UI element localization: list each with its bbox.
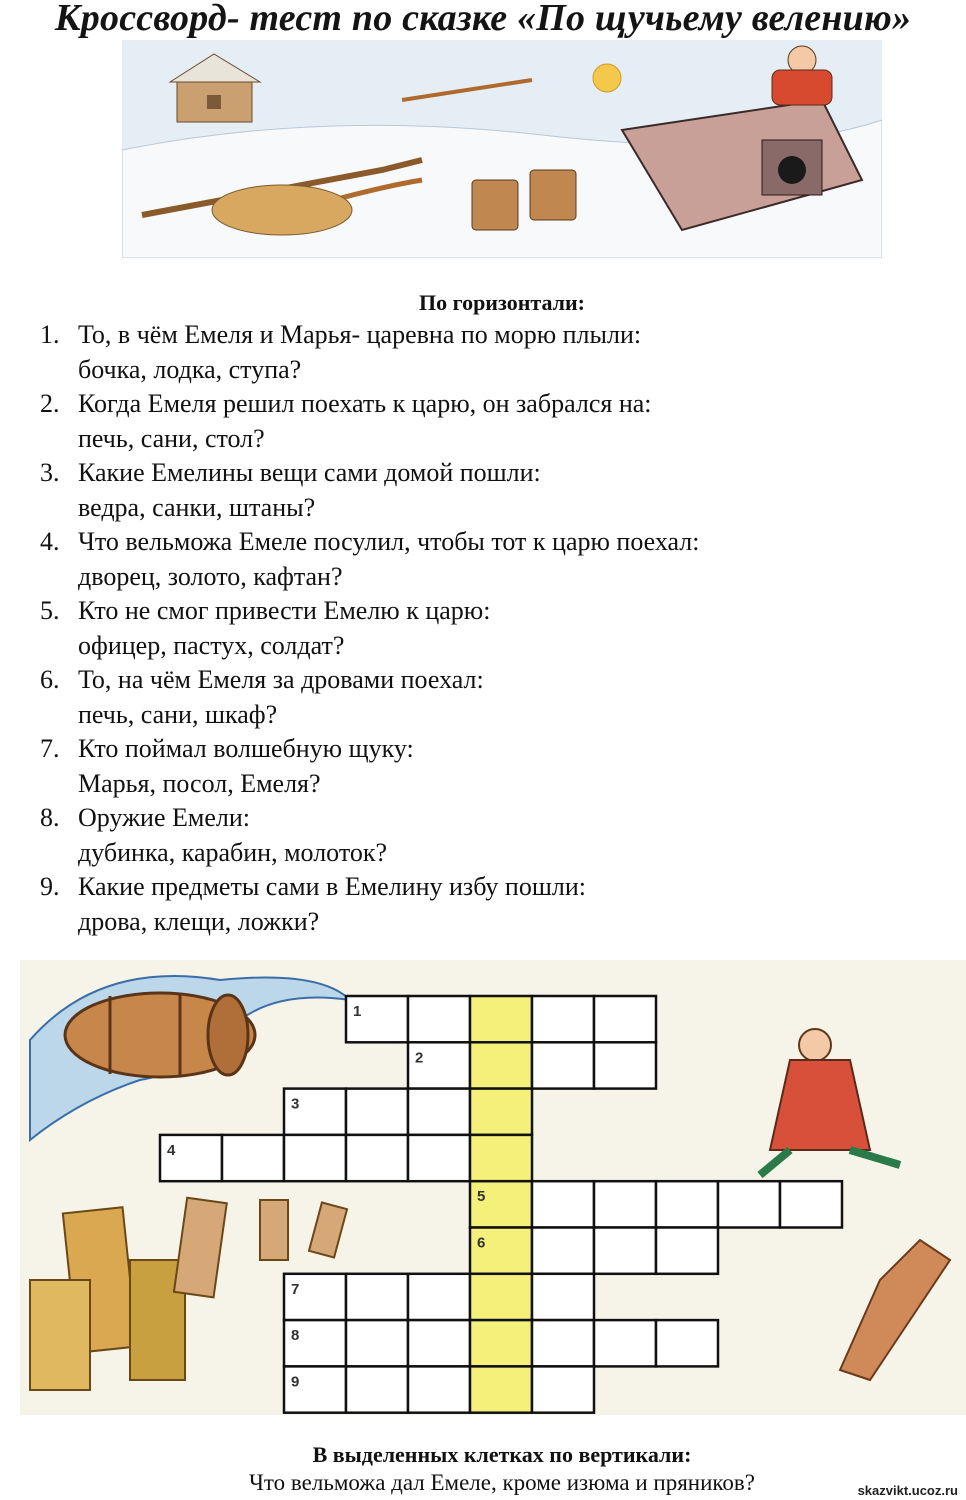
questions-list	[40, 318, 940, 939]
question-number: 2.	[40, 389, 60, 418]
question-number: 8.	[40, 803, 60, 832]
question-text: То, в чём Емеля и Марья- царевна по морю плыли:	[78, 320, 642, 349]
crossword-cell[interactable]	[656, 1320, 718, 1366]
question-options: ведра, санки, штаны?	[78, 492, 316, 522]
crossword-row-number: 7	[291, 1280, 300, 1298]
crossword-cell[interactable]	[532, 996, 594, 1042]
question-text: Кто не смог привести Емелю к царю:	[78, 596, 491, 625]
crossword-cell[interactable]	[718, 1181, 780, 1227]
crossword-row-number: 5	[477, 1188, 486, 1206]
crossword-row-number: 3	[291, 1095, 300, 1113]
question-number: 5.	[40, 596, 60, 625]
crossword-cell[interactable]	[346, 1089, 408, 1135]
question-options: дубинка, карабин, молоток?	[78, 837, 388, 867]
question-number: 7.	[40, 734, 60, 763]
question-options: дрова, клещи, ложки?	[78, 906, 320, 936]
crossword-cell[interactable]	[594, 1320, 656, 1366]
crossword-row-number: 1	[353, 1003, 362, 1020]
crossword-cell[interactable]	[532, 1366, 594, 1412]
question-item	[40, 663, 940, 732]
question-number: 1.	[40, 320, 60, 349]
question-options: Марья, посол, Емеля?	[78, 768, 321, 798]
crossword-cell[interactable]	[346, 1274, 408, 1320]
question-item	[40, 594, 940, 663]
question-options: офицер, пастух, солдат?	[78, 630, 345, 660]
crossword-cell-highlighted[interactable]	[470, 1042, 532, 1088]
question-number: 4.	[40, 527, 60, 556]
crossword-cell-highlighted[interactable]	[470, 1320, 532, 1366]
crossword-grid	[20, 960, 966, 1415]
question-item	[40, 525, 940, 594]
crossword-cell[interactable]	[532, 1042, 594, 1088]
crossword-cell-highlighted[interactable]	[470, 996, 532, 1042]
crossword-row-number: 8	[291, 1327, 300, 1345]
question-text: Что вельможа Емеле посулил, чтобы тот к царю поехал:	[78, 527, 700, 556]
crossword-cell-highlighted[interactable]	[470, 1089, 532, 1135]
crossword-cell[interactable]	[408, 1366, 470, 1412]
vertical-question: Что вельможа дал Емеле, кроме изюма и пряников?	[248, 1470, 756, 1495]
crossword-cell[interactable]	[408, 1320, 470, 1366]
question-options: печь, сани, стол?	[78, 423, 265, 453]
crossword-row-number: 6	[477, 1234, 486, 1252]
page-title: Кроссворд- тест по сказке «По щучьему велению»	[54, 0, 912, 39]
crossword-cell[interactable]	[594, 1042, 656, 1088]
question-number: 6.	[40, 665, 60, 694]
crossword-cell[interactable]	[594, 1181, 656, 1227]
question-options: бочка, лодка, ступа?	[78, 354, 302, 384]
crossword-cell[interactable]	[408, 1274, 470, 1320]
question-text: Какие Емелины вещи сами домой пошли:	[78, 458, 541, 487]
crossword-cell[interactable]	[222, 1135, 284, 1181]
question-text: Кто поймал волшебную щуку:	[78, 734, 414, 763]
barrel-icon	[65, 993, 255, 1077]
question-text: Оружие Емели:	[78, 803, 250, 832]
crossword-cell[interactable]	[656, 1228, 718, 1274]
crossword-cell[interactable]	[408, 1135, 470, 1181]
crossword-cell[interactable]	[594, 996, 656, 1042]
watermark: skazvikt.ucoz.ru	[857, 1483, 958, 1498]
crossword-cell[interactable]	[284, 1135, 346, 1181]
crossword-cell[interactable]	[656, 1181, 718, 1227]
question-text: Какие предметы сами в Емелину избу пошли:	[78, 872, 586, 901]
crossword-cell[interactable]	[532, 1274, 594, 1320]
crossword-row-number: 4	[167, 1141, 176, 1159]
crossword-cell[interactable]	[346, 1320, 408, 1366]
question-number: 9.	[40, 872, 60, 901]
vertical-heading: В выделенных клетках по вертикали:	[312, 1442, 692, 1467]
crossword-cell[interactable]	[594, 1228, 656, 1274]
question-text: То, на чём Емеля за дровами поехал:	[78, 665, 484, 694]
question-options: дворец, золото, кафтан?	[78, 561, 343, 591]
question-item	[40, 732, 940, 801]
crossword-cell[interactable]	[346, 1366, 408, 1412]
crossword-cell[interactable]	[780, 1181, 842, 1227]
crossword-cell-highlighted[interactable]	[470, 1274, 532, 1320]
crossword-cell[interactable]	[408, 1089, 470, 1135]
crossword-cell-highlighted[interactable]	[470, 1366, 532, 1412]
horizontal-heading: По горизонтали:	[419, 290, 585, 315]
crossword-row-number: 2	[415, 1049, 424, 1067]
question-options: печь, сани, шкаф?	[78, 699, 278, 729]
crossword-cell[interactable]	[532, 1181, 594, 1227]
question-item	[40, 387, 940, 456]
crossword-cell[interactable]	[408, 996, 470, 1042]
crossword-cell[interactable]	[346, 1135, 408, 1181]
crossword-row-number: 9	[291, 1373, 300, 1391]
winter-scene-illustration	[122, 40, 882, 258]
crossword-cell[interactable]	[532, 1228, 594, 1274]
crossword-cell-highlighted[interactable]	[470, 1135, 532, 1181]
question-text: Когда Емеля решил поехать к царю, он забрался на:	[78, 389, 652, 418]
question-item	[40, 318, 940, 387]
question-number: 3.	[40, 458, 60, 487]
question-item	[40, 801, 940, 870]
question-item	[40, 870, 940, 939]
crossword-cell[interactable]	[532, 1320, 594, 1366]
question-item	[40, 456, 940, 525]
